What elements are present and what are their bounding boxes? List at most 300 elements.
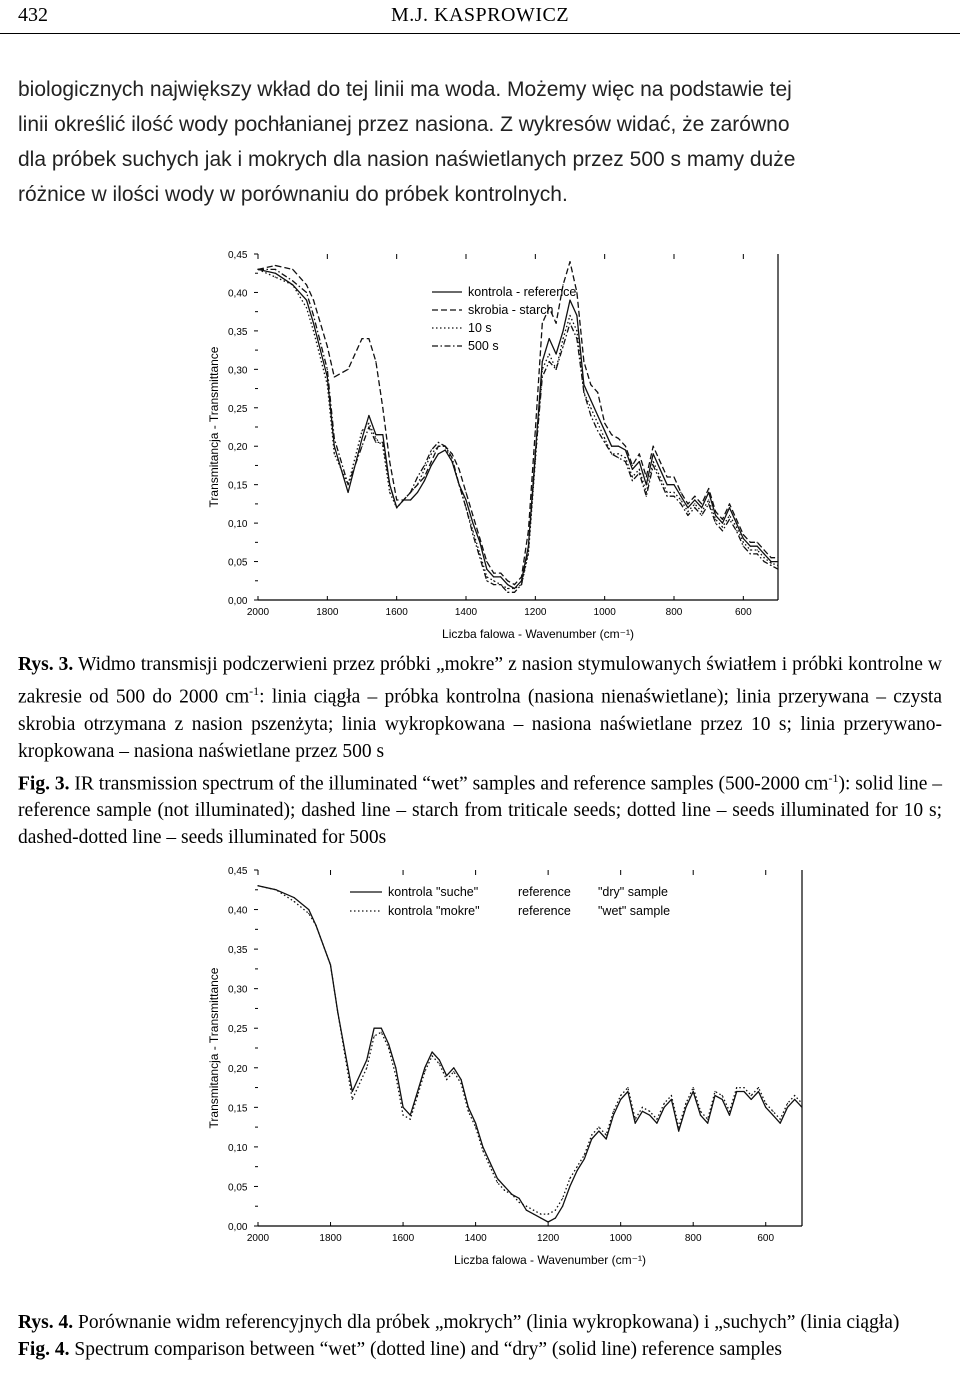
- data-point: [431, 465, 432, 466]
- chart-legend: [432, 285, 576, 353]
- data-point: [334, 446, 335, 447]
- data-point: [771, 563, 772, 564]
- paragraph-line: różnice w ilości wody w porównaniu do próbek kontrolnych.: [18, 183, 568, 206]
- data-point: [535, 461, 536, 462]
- running-author: M.J. KASPROWICZ: [390, 4, 570, 26]
- data-point: [618, 457, 619, 458]
- data-point: [569, 315, 570, 316]
- data-point: [563, 338, 564, 339]
- data-point: [685, 1103, 686, 1104]
- data-point: [403, 499, 404, 500]
- data-point: [361, 438, 362, 439]
- data-point: [368, 338, 369, 339]
- data-point: [472, 523, 473, 524]
- x-tick-label: 2000: [246, 607, 270, 618]
- data-point: [604, 442, 605, 443]
- data-point: [743, 542, 744, 543]
- x-tick-label: 1200: [537, 1233, 560, 1244]
- data-point: [361, 446, 362, 447]
- caption-text: Widmo transmisji podczerwieni przez próbki „mokre” z nasion stymulowanych światłem i próbki kontrolne w zakresie od 500 do 2000 cm: [18, 654, 942, 708]
- data-point: [479, 538, 480, 539]
- data-point: [701, 511, 702, 512]
- data-point: [490, 1166, 491, 1167]
- data-point: [576, 338, 577, 339]
- data-point: [382, 442, 383, 443]
- y-tick-label: 0,30: [228, 984, 248, 996]
- data-point: [604, 430, 605, 431]
- data-point: [292, 280, 293, 281]
- data-point: [611, 453, 612, 454]
- running-header: [18, 4, 942, 32]
- data-point: [306, 284, 307, 285]
- data-point: [694, 496, 695, 497]
- figure-3-chart: [200, 242, 790, 650]
- data-point: [751, 1095, 752, 1096]
- data-point: [453, 1071, 454, 1072]
- data-point: [687, 511, 688, 512]
- data-point: [750, 553, 751, 554]
- data-point: [446, 1079, 447, 1080]
- data-point: [639, 461, 640, 462]
- data-point: [555, 1218, 556, 1219]
- data-point: [493, 580, 494, 581]
- series-line: [258, 269, 778, 588]
- data-point: [542, 369, 543, 370]
- data-point: [660, 461, 661, 462]
- data-point: [642, 1107, 643, 1108]
- data-point: [396, 499, 397, 500]
- data-point: [590, 415, 591, 416]
- legend-ref: reference: [518, 904, 571, 918]
- data-point: [410, 1119, 411, 1120]
- figure-3-svg: [200, 242, 790, 650]
- data-point: [590, 384, 591, 385]
- data-point: [313, 300, 314, 301]
- legend-label: 10 s: [468, 321, 492, 335]
- data-point: [632, 480, 633, 481]
- data-point: [382, 407, 383, 408]
- data-point: [694, 499, 695, 500]
- caption-text: Porównanie widm referencyjnych dla próbek „mokrych” (linia wykropkowana) i „suchych” (linia ciągła): [73, 1312, 900, 1333]
- legend-desc: "dry" sample: [598, 885, 669, 899]
- data-point: [327, 346, 328, 347]
- data-point: [432, 1051, 433, 1052]
- data-point: [306, 307, 307, 308]
- data-point: [743, 546, 744, 547]
- data-point: [714, 1091, 715, 1092]
- data-point: [313, 330, 314, 331]
- y-tick-label: 0,45: [228, 866, 248, 877]
- data-point: [722, 526, 723, 527]
- caption-superscript: -1: [828, 770, 839, 785]
- data-point: [764, 561, 765, 562]
- figure-3-caption: [18, 651, 942, 851]
- data-point: [707, 1119, 708, 1120]
- data-point: [758, 1087, 759, 1088]
- figure-4-caption: [18, 1309, 942, 1363]
- y-tick-label: 0,45: [228, 250, 248, 261]
- caption-text: : linia ciągła – próbka kontrolna (nasiona nienaświetlane); linia przerywana – czysta skrobia otrzymana z nasion pszenżyta; linia wykropkowana – nasiona naświetlane przez 10 s; linia przerywano-kropkowana – nasiona naświetlane przez 500 s: [18, 686, 942, 762]
- data-point: [452, 453, 453, 454]
- data-point: [504, 1190, 505, 1191]
- data-point: [389, 461, 390, 462]
- data-point: [542, 376, 543, 377]
- data-point: [465, 499, 466, 500]
- data-point: [613, 1111, 614, 1112]
- data-point: [576, 315, 577, 316]
- data-point: [257, 269, 258, 270]
- data-point: [275, 277, 276, 278]
- data-point: [292, 284, 293, 285]
- data-point: [736, 526, 737, 527]
- data-point: [424, 469, 425, 470]
- data-point: [468, 1107, 469, 1108]
- data-point: [743, 538, 744, 539]
- x-tick-label: 1600: [391, 1233, 415, 1244]
- x-tick-label: 1400: [464, 1233, 487, 1244]
- data-point: [526, 1210, 527, 1211]
- data-point: [606, 1138, 607, 1139]
- data-point: [535, 453, 536, 454]
- data-point: [708, 503, 709, 504]
- data-point: [700, 1111, 701, 1112]
- caption-label: Rys. 4.: [18, 1312, 74, 1333]
- figure-4-chart: [200, 858, 810, 1276]
- data-point: [475, 1123, 476, 1124]
- x-axis-label: Liczba falowa - Wavenumber (cm⁻¹): [454, 1253, 646, 1267]
- data-point: [275, 273, 276, 274]
- data-point: [294, 901, 295, 902]
- x-tick-label: 1200: [524, 607, 547, 618]
- data-point: [722, 1099, 723, 1100]
- data-point: [772, 1111, 773, 1112]
- data-point: [540, 1218, 541, 1219]
- data-point: [577, 1170, 578, 1171]
- data-point: [313, 323, 314, 324]
- data-point: [361, 430, 362, 431]
- data-point: [687, 507, 688, 508]
- data-point: [583, 392, 584, 393]
- data-point: [563, 330, 564, 331]
- data-point: [334, 376, 335, 377]
- data-point: [535, 430, 536, 431]
- data-point: [548, 1221, 549, 1222]
- x-tick-label: 600: [734, 607, 752, 618]
- y-tick-label: 0,00: [228, 1222, 248, 1233]
- legend-label: kontrola - reference: [468, 285, 577, 299]
- data-point: [461, 1083, 462, 1084]
- caption-text: Spectrum comparison between “wet” (dotted line) and “dry” (solid line) reference samples: [69, 1339, 783, 1360]
- data-point: [627, 1087, 628, 1088]
- data-point: [597, 430, 598, 431]
- y-tick-label: 0,10: [228, 519, 248, 531]
- data-point: [764, 549, 765, 550]
- data-point: [722, 530, 723, 531]
- data-point: [722, 523, 723, 524]
- data-point: [542, 323, 543, 324]
- data-point: [424, 465, 425, 466]
- data-point: [439, 1063, 440, 1064]
- data-point: [493, 576, 494, 577]
- data-point: [625, 461, 626, 462]
- data-point: [348, 492, 349, 493]
- data-point: [493, 573, 494, 574]
- series-line: [258, 886, 802, 1214]
- data-point: [678, 1131, 679, 1132]
- caption-text: ): solid line – reference sample (not illuminated); dashed line – starch from triticale seeds; dotted line – seeds illuminated for 10 s; dashed-dotted line – seeds illuminated for 500s: [18, 773, 942, 848]
- data-point: [646, 484, 647, 485]
- data-point: [653, 453, 654, 454]
- data-point: [276, 889, 277, 890]
- data-point: [632, 469, 633, 470]
- data-point: [729, 1111, 730, 1112]
- data-point: [736, 519, 737, 520]
- data-point: [507, 584, 508, 585]
- data-point: [758, 1091, 759, 1092]
- data-point: [618, 453, 619, 454]
- data-point: [468, 1111, 469, 1112]
- data-point: [366, 1067, 367, 1068]
- data-point: [777, 565, 778, 566]
- series-line: [258, 269, 778, 592]
- data-point: [461, 1079, 462, 1080]
- data-point: [722, 519, 723, 520]
- data-point: [639, 453, 640, 454]
- x-tick-label: 1000: [593, 607, 616, 618]
- data-point: [649, 1115, 650, 1116]
- data-point: [708, 499, 709, 500]
- data-point: [772, 1115, 773, 1116]
- data-point: [757, 542, 758, 543]
- data-point: [707, 1123, 708, 1124]
- data-point: [445, 446, 446, 447]
- data-point: [765, 1103, 766, 1104]
- data-point: [604, 423, 605, 424]
- data-point: [308, 909, 309, 910]
- data-point: [504, 1186, 505, 1187]
- data-point: [780, 1123, 781, 1124]
- data-point: [334, 453, 335, 454]
- data-point: [777, 561, 778, 562]
- data-point: [576, 330, 577, 331]
- data-point: [562, 1206, 563, 1207]
- data-point: [646, 496, 647, 497]
- legend-label: 500 s: [468, 339, 499, 353]
- data-point: [660, 469, 661, 470]
- data-point: [472, 515, 473, 516]
- data-point: [556, 369, 557, 370]
- caption-label: Rys. 3.: [18, 654, 74, 675]
- data-point: [635, 1123, 636, 1124]
- data-point: [361, 338, 362, 339]
- data-point: [569, 1186, 570, 1187]
- data-point: [493, 584, 494, 585]
- data-point: [701, 515, 702, 516]
- data-point: [801, 1107, 802, 1108]
- data-point: [736, 1091, 737, 1092]
- x-tick-label: 1400: [454, 607, 478, 618]
- data-point: [627, 1091, 628, 1092]
- y-axis-label: Transmitancja - Transmittance: [207, 346, 221, 508]
- data-point: [771, 557, 772, 558]
- data-point: [315, 925, 316, 926]
- data-point: [715, 511, 716, 512]
- data-point: [569, 261, 570, 262]
- data-point: [673, 492, 674, 493]
- y-tick-label: 0,05: [228, 1182, 248, 1194]
- data-point: [584, 1154, 585, 1155]
- data-point: [533, 1214, 534, 1215]
- data-point: [729, 507, 730, 508]
- data-point: [687, 515, 688, 516]
- data-point: [294, 897, 295, 898]
- data-point: [680, 499, 681, 500]
- figure-4-caption-en: [18, 1336, 942, 1363]
- data-point: [687, 503, 688, 504]
- data-point: [533, 1210, 534, 1211]
- y-tick-label: 0,00: [228, 596, 248, 607]
- x-tick-label: 800: [684, 1233, 702, 1244]
- data-point: [375, 361, 376, 362]
- y-tick-label: 0,10: [228, 1142, 248, 1154]
- data-point: [374, 1028, 375, 1029]
- data-point: [555, 1210, 556, 1211]
- data-point: [424, 476, 425, 477]
- header-rule: [0, 33, 960, 34]
- legend-ref: reference: [518, 885, 571, 899]
- data-point: [757, 546, 758, 547]
- data-point: [583, 384, 584, 385]
- data-point: [459, 469, 460, 470]
- data-point: [701, 507, 702, 508]
- data-point: [569, 1178, 570, 1179]
- data-point: [424, 1071, 425, 1072]
- data-point: [313, 315, 314, 316]
- data-point: [556, 353, 557, 354]
- data-point: [736, 1087, 737, 1088]
- page-number: 432: [18, 4, 48, 26]
- data-point: [801, 1103, 802, 1104]
- data-point: [613, 1115, 614, 1116]
- data-point: [306, 300, 307, 301]
- data-point: [396, 507, 397, 508]
- legend-desc: "wet" sample: [598, 904, 671, 918]
- data-point: [562, 1198, 563, 1199]
- data-point: [368, 415, 369, 416]
- data-point: [368, 423, 369, 424]
- data-point: [743, 1087, 744, 1088]
- data-point: [330, 964, 331, 965]
- data-point: [590, 400, 591, 401]
- data-point: [327, 384, 328, 385]
- data-point: [417, 492, 418, 493]
- data-point: [403, 1115, 404, 1116]
- data-point: [438, 453, 439, 454]
- data-point: [729, 1115, 730, 1116]
- data-point: [611, 434, 612, 435]
- data-point: [375, 442, 376, 443]
- data-point: [556, 323, 557, 324]
- data-point: [680, 503, 681, 504]
- data-point: [777, 569, 778, 570]
- data-point: [395, 1067, 396, 1068]
- data-point: [620, 1095, 621, 1096]
- data-point: [275, 269, 276, 270]
- series-line: [258, 886, 802, 1222]
- paragraph-line: biologicznych największy wkład do tej linii ma woda. Możemy więc na podstawie tej: [18, 78, 792, 101]
- data-point: [656, 1123, 657, 1124]
- data-point: [736, 523, 737, 524]
- data-point: [417, 1095, 418, 1096]
- data-point: [375, 438, 376, 439]
- data-point: [511, 1194, 512, 1195]
- data-point: [584, 1158, 585, 1159]
- y-axis-label: Transmitancja - Transmittance: [207, 967, 221, 1129]
- data-point: [708, 488, 709, 489]
- legend-label: skrobia - starch: [468, 303, 554, 317]
- data-point: [549, 353, 550, 354]
- data-point: [701, 503, 702, 504]
- data-point: [597, 423, 598, 424]
- data-point: [722, 1095, 723, 1096]
- data-point: [352, 1099, 353, 1100]
- data-point: [521, 584, 522, 585]
- x-tick-label: 2000: [246, 1233, 270, 1244]
- data-point: [417, 476, 418, 477]
- data-point: [475, 1127, 476, 1128]
- data-point: [591, 1134, 592, 1135]
- data-point: [673, 484, 674, 485]
- legend-label: kontrola "suche": [388, 885, 479, 899]
- chart-legend: [350, 885, 670, 918]
- x-tick-label: 1800: [319, 1233, 342, 1244]
- data-point: [743, 1091, 744, 1092]
- data-point: [680, 496, 681, 497]
- data-point: [528, 549, 529, 550]
- data-point: [694, 507, 695, 508]
- data-point: [257, 885, 258, 886]
- data-point: [642, 1111, 643, 1112]
- data-point: [292, 269, 293, 270]
- data-point: [438, 442, 439, 443]
- data-point: [465, 507, 466, 508]
- y-tick-label: 0,30: [228, 365, 248, 377]
- data-point: [514, 592, 515, 593]
- data-point: [548, 1214, 549, 1215]
- figure-4-svg: [200, 858, 810, 1276]
- data-point: [482, 1150, 483, 1151]
- data-point: [700, 1115, 701, 1116]
- data-point: [382, 434, 383, 435]
- data-point: [694, 503, 695, 504]
- data-point: [780, 1119, 781, 1120]
- data-point: [465, 492, 466, 493]
- data-point: [375, 434, 376, 435]
- data-point: [549, 338, 550, 339]
- data-point: [625, 446, 626, 447]
- data-point: [667, 476, 668, 477]
- data-point: [777, 557, 778, 558]
- data-point: [667, 484, 668, 485]
- data-point: [500, 576, 501, 577]
- data-point: [604, 438, 605, 439]
- data-point: [563, 346, 564, 347]
- data-point: [639, 469, 640, 470]
- x-tick-label: 800: [665, 607, 683, 618]
- data-point: [787, 1107, 788, 1108]
- data-point: [497, 1178, 498, 1179]
- data-point: [625, 450, 626, 451]
